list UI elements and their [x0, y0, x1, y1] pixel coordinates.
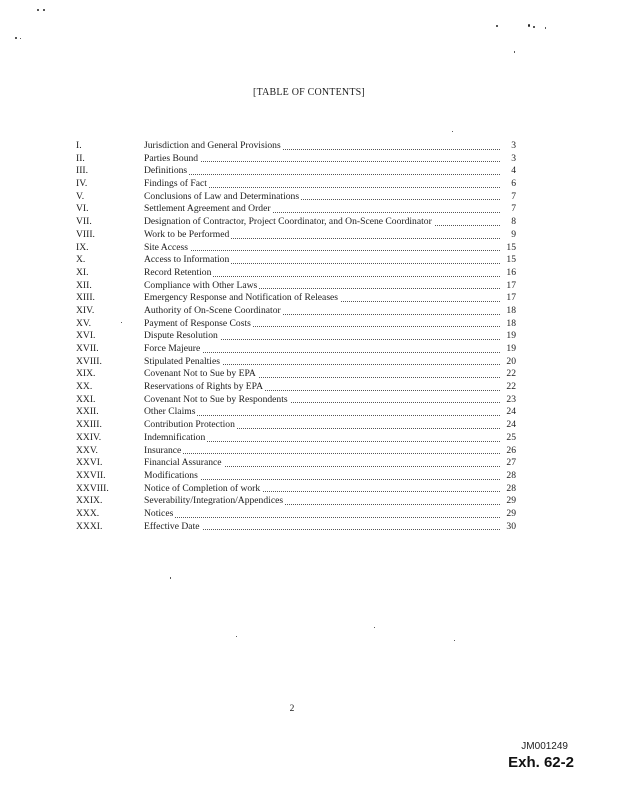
toc-entry: [76, 419, 516, 432]
toc-entry-number: XXI.: [76, 393, 96, 405]
toc-entry-page: 3: [511, 152, 516, 164]
toc-entry-title-cell: [144, 229, 500, 242]
toc-entry: [76, 394, 516, 407]
toc-entry-page: 6: [511, 178, 516, 190]
toc-entry-page: 17: [506, 279, 516, 291]
toc-entry-number: X.: [76, 254, 86, 266]
toc-entry: [76, 165, 516, 178]
toc-entry-title-cell: [144, 368, 500, 381]
toc-entry-title: Indemnification: [144, 431, 206, 443]
toc-dot-leader: [144, 453, 500, 454]
scan-speck: [452, 131, 453, 132]
toc-entry-number: XXX.: [76, 507, 100, 519]
scan-speck: [528, 24, 530, 27]
toc-entry-page: 20: [506, 355, 516, 367]
toc-entry-page: 19: [506, 330, 516, 342]
toc-entry-title-cell: [144, 305, 500, 318]
toc-entry-number: XVIII.: [76, 355, 102, 367]
toc-entry-number: V.: [76, 190, 85, 202]
toc-entry: [76, 381, 516, 394]
toc-entry: [76, 242, 516, 255]
toc-entry-title: Insurance: [144, 444, 182, 456]
toc-entry-title: Notice of Completion of work: [144, 482, 261, 494]
toc-entry-title-cell: [144, 318, 500, 331]
exhibit-label: Exh. 62-2: [508, 754, 574, 771]
toc-entry-page: 7: [511, 190, 516, 202]
toc-entry: [76, 368, 516, 381]
toc-entry: [76, 203, 516, 216]
toc-entry-number: XXVIII.: [76, 482, 109, 494]
toc-entry-page: 16: [506, 266, 516, 278]
toc-entry-page: 23: [506, 393, 516, 405]
toc-entry: [76, 445, 516, 458]
scan-speck: [374, 627, 375, 628]
toc-entry-title-cell: [144, 216, 500, 229]
toc-entry-number: XIII.: [76, 292, 95, 304]
toc-entry: [76, 483, 516, 496]
toc-entry-title-cell: [144, 165, 500, 178]
toc-entry-number: XXV.: [76, 444, 98, 456]
toc-entry-title-cell: [144, 330, 500, 343]
toc-entry-title: Stipulated Penalties: [144, 355, 220, 367]
toc-entry-title-cell: [144, 495, 500, 508]
toc-entry: [76, 318, 516, 331]
toc-entry: [76, 216, 516, 229]
toc-entry-title: Settlement Agreement and Order: [144, 203, 271, 215]
toc-entry-page: 15: [506, 254, 516, 266]
toc-entry: [76, 356, 516, 369]
toc-entry: [76, 495, 516, 508]
toc-entry-title-cell: [144, 267, 500, 280]
toc-entry-number: VIII.: [76, 228, 95, 240]
toc-entry-number: XXXI.: [76, 520, 103, 532]
toc-entry-title: Compliance with Other Laws: [144, 279, 258, 291]
toc-entry-page: 24: [506, 419, 516, 431]
toc-entry-title: Record Retention: [144, 266, 212, 278]
bates-number: JM001249: [521, 741, 568, 752]
scan-speck: [514, 51, 515, 53]
toc-entry: [76, 343, 516, 356]
toc-entry-number: XII.: [76, 279, 92, 291]
toc-entry: [76, 267, 516, 280]
toc-entry-title-cell: [144, 292, 500, 305]
toc-entry-title-cell: [144, 394, 500, 407]
scan-speck: [545, 27, 546, 29]
toc-entry-title-cell: [144, 280, 500, 293]
toc-entry: [76, 254, 516, 267]
toc-entry-title-cell: [144, 254, 500, 267]
toc-entry-number: XIX.: [76, 368, 96, 380]
toc-entry-title: Covenant Not to Sue by EPA: [144, 368, 256, 380]
toc-entry-title-cell: [144, 356, 500, 369]
toc-entry-page: 28: [506, 482, 516, 494]
toc-entry-page: 8: [511, 216, 516, 228]
toc-entry-page: 4: [511, 165, 516, 177]
toc-entry-page: 27: [506, 457, 516, 469]
toc-entry-title-cell: [144, 419, 500, 432]
toc-entry-title: Definitions: [144, 165, 188, 177]
toc-entry-title-cell: [144, 191, 500, 204]
toc-entry-title-cell: [144, 470, 500, 483]
toc-entry: [76, 521, 516, 534]
toc-entry-page: 9: [511, 228, 516, 240]
toc-entry-number: XVI.: [76, 330, 96, 342]
toc-entry-number: XXIV.: [76, 431, 102, 443]
toc-entry-page: 15: [506, 241, 516, 253]
toc-entry-page: 24: [506, 406, 516, 418]
toc-entry-number: IV.: [76, 178, 88, 190]
toc-entry-number: VI.: [76, 203, 89, 215]
toc-dot-leader: [144, 517, 500, 518]
toc-entry-number: XV.: [76, 317, 92, 329]
toc-entry: [76, 432, 516, 445]
toc-entry: [76, 330, 516, 343]
toc-entry-title-cell: [144, 178, 500, 191]
toc-entry-title-cell: [144, 153, 500, 166]
toc-entry-page: 3: [511, 140, 516, 151]
toc-entry-title: Site Access: [144, 241, 188, 253]
toc-entry: [76, 178, 516, 191]
toc-entry-page: 22: [506, 381, 516, 393]
toc-entry-number: I.: [76, 140, 82, 151]
toc-entry-number: XX.: [76, 381, 93, 393]
toc-entry-title-cell: [144, 242, 500, 255]
toc-entry-title: Conclusions of Law and Determinations: [144, 190, 300, 202]
toc-entry-title-cell: [144, 203, 500, 216]
toc-entry-page: 26: [506, 444, 516, 456]
scan-speck: [170, 577, 171, 579]
toc-entry-title-cell: [144, 508, 500, 521]
toc-entry-title: Jurisdiction and General Provisions: [144, 140, 281, 151]
toc-entry: [76, 508, 516, 521]
toc-entry-title: Notices: [144, 507, 174, 519]
toc-entry: [76, 229, 516, 242]
toc-entry-number: VII.: [76, 216, 92, 228]
toc-entry-title: Reservations of Rights by EPA: [144, 381, 264, 393]
scan-speck: [37, 9, 39, 11]
toc-entry: [76, 191, 516, 204]
toc-entry-title: Parties Bound: [144, 152, 199, 164]
toc-entry-number: II.: [76, 152, 85, 164]
toc-entry-title: Emergency Response and Notification of Releases: [144, 292, 339, 304]
toc-dot-leader: [144, 174, 500, 175]
toc-entry-title-cell: [144, 140, 500, 153]
scan-speck: [15, 37, 17, 39]
toc-entry-title-cell: [144, 381, 500, 394]
toc-entry-number: III.: [76, 165, 88, 177]
toc-entry-title: Severability/Integration/Appendices: [144, 495, 284, 507]
toc-entry-title-cell: [144, 445, 500, 458]
toc-entry: [76, 457, 516, 470]
toc-entry-page: 17: [506, 292, 516, 304]
toc-heading: [TABLE OF CONTENTS]: [253, 87, 365, 98]
toc-entry: [76, 470, 516, 483]
toc-entry-number: IX.: [76, 241, 89, 253]
toc-entry-title-cell: [144, 483, 500, 496]
toc-entry-title: Work to be Performed: [144, 228, 230, 240]
toc-entry-page: 18: [506, 304, 516, 316]
toc-entry-title: Access to Information: [144, 254, 230, 266]
toc-entry-title-cell: [144, 457, 500, 470]
toc-entry-page: 25: [506, 431, 516, 443]
toc-entry-title: Force Majeure: [144, 343, 201, 354]
toc-entry-title: Other Claims: [144, 406, 196, 418]
toc-entry-number: XXVI.: [76, 457, 103, 469]
toc-entry-page: 29: [506, 495, 516, 507]
toc-entry: [76, 292, 516, 305]
toc-entry-title: Authority of On-Scene Coordinator: [144, 304, 281, 316]
table-of-contents: [76, 140, 516, 533]
toc-entry-number: XVII.: [76, 343, 99, 354]
toc-entry-title-cell: [144, 432, 500, 445]
toc-entry-number: XXIII.: [76, 419, 102, 431]
toc-entry-title: Dispute Resolution: [144, 330, 218, 342]
scan-speck: [236, 636, 237, 637]
toc-entry-title: Effective Date: [144, 520, 200, 532]
toc-entry: [76, 153, 516, 166]
toc-entry-title-cell: [144, 521, 500, 534]
toc-entry-page: 22: [506, 368, 516, 380]
scan-speck: [20, 38, 21, 39]
toc-entry-title: Financial Assurance: [144, 457, 222, 469]
scan-speck: [496, 25, 498, 27]
toc-entry-page: 19: [506, 343, 516, 354]
toc-entry-page: 30: [506, 520, 516, 532]
toc-entry-number: XXIX.: [76, 495, 103, 507]
toc-entry-page: 29: [506, 507, 516, 519]
toc-entry-number: XIV.: [76, 304, 95, 316]
toc-entry-page: 18: [506, 317, 516, 329]
toc-entry-title-cell: [144, 343, 500, 356]
toc-entry-title: Modifications: [144, 469, 198, 481]
toc-entry-page: 28: [506, 469, 516, 481]
page-number: 2: [289, 704, 295, 714]
toc-dot-leader: [144, 415, 500, 416]
toc-entry-page: 7: [511, 203, 516, 215]
toc-entry-title: Contribution Protection: [144, 419, 235, 431]
toc-entry-number: XXII.: [76, 406, 99, 418]
toc-entry: [76, 406, 516, 419]
scan-speck: [43, 9, 45, 11]
toc-entry: [76, 280, 516, 293]
toc-entry-title: Findings of Fact: [144, 178, 207, 190]
toc-entry-number: XXVII.: [76, 469, 106, 481]
toc-entry-title: Payment of Response Costs: [144, 317, 251, 329]
toc-entry-title: Covenant Not to Sue by Respondents: [144, 393, 288, 405]
scan-speck: [454, 640, 455, 641]
toc-entry-title-cell: [144, 406, 500, 419]
toc-entry: [76, 305, 516, 318]
toc-entry: [76, 140, 516, 153]
toc-entry-title: Designation of Contractor, Project Coordinator, and On-Scene Coordinator: [144, 216, 432, 228]
scan-speck: [533, 26, 535, 28]
toc-dot-leader: [144, 250, 500, 251]
toc-entry-number: XI.: [76, 266, 89, 278]
